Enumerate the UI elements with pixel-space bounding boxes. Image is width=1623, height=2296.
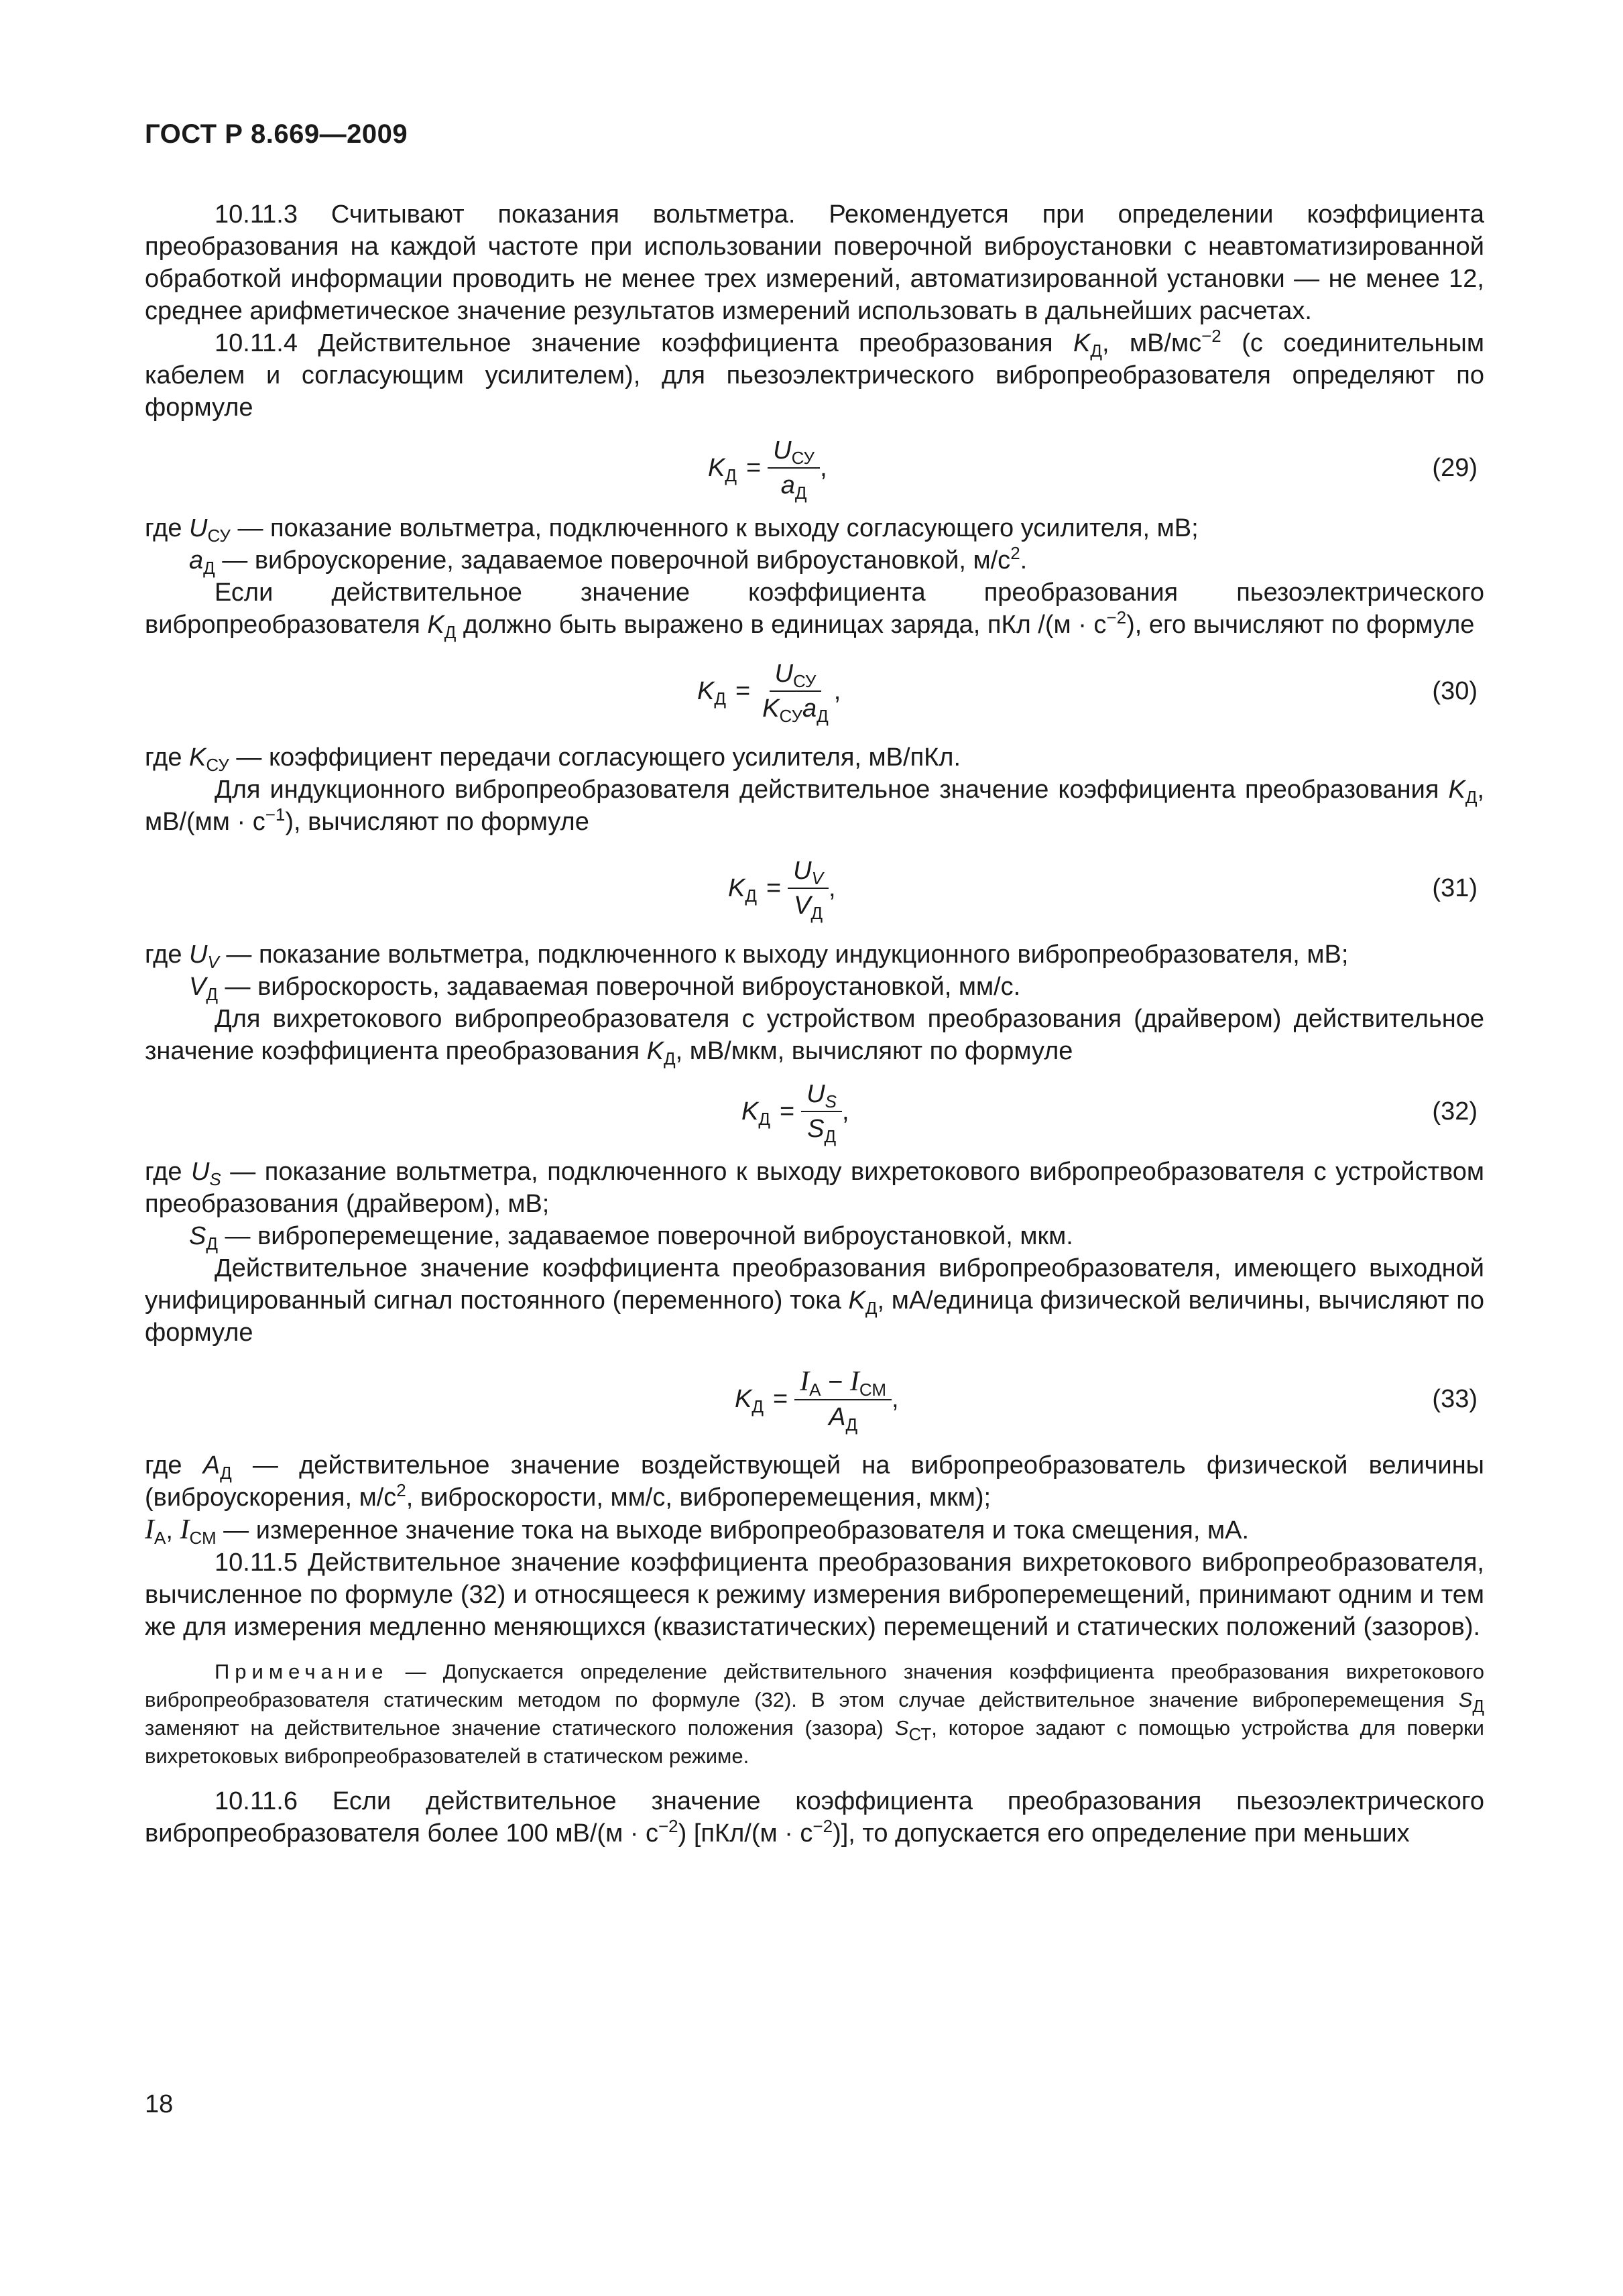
where-clause: $S_Д$ — виброперемещение, задаваемое поверочной виброустановкой, мкм.: [189, 1222, 1073, 1254]
equation-30: $K_Д$ = $\frac{U_{СУ}}{K_{СУ}a_Д}$ , (30): [697, 660, 1478, 726]
paragraph: Если действительное значение коэффициента преобразования пьезоэлектрического вибропреобразователя $K_Д$ должно быть выражено в единицах заряда, пКл $/(м \cdot с^{-2})$, его вычисляют по формуле: [145, 579, 1484, 642]
where-clause: где $U_V$ — показание вольтметра, подключенного к выходу индукционного вибропреобразователя, мВ;: [145, 941, 1349, 972]
paragraph-10-11-5: 10.11.5 Действительное значение коэффициента преобразования вихретокового вибропреобразователя, вычисленное по формуле (32) и относящееся к режиму измерения виброперемещений, принимают одним и тем же для измерения медленно меняющихся (квазистатических) перемещений и статических положений (зазоров).: [145, 1549, 1484, 1641]
paragraph-10-11-4: 10.11.4 Действительное значение коэффициента преобразования $K_Д$, $мВ/мс^{-2}$ (с соединительным кабелем и согласующим усилителем), для пьезоэлектрического вибропреобразователя определяют по формуле: [145, 326, 1484, 422]
where-clause: $I_А$, $I_{СМ}$ — измеренное значение тока на выходе вибропреобразователя и тока смещения, мА.: [145, 1514, 1250, 1548]
paragraph: Для вихретокового вибропреобразователя с устройством преобразования (драйвером) действительное значение коэффициента преобразования $K_Д$, мВ/мкм, вычисляют по формуле: [145, 1005, 1484, 1069]
equation-number: (33): [1432, 1385, 1478, 1413]
equation-31: $K_Д$ = $\frac{U_V}{V_Д}$ , (31): [728, 857, 1478, 923]
equation-33: $K_Д$ = $\frac{I_А - I_{СМ}}{A_Д}$ , (33): [735, 1366, 1478, 1435]
document-header: ГОСТ Р 8.669—2009: [145, 119, 408, 149]
paragraph-10-11-6: 10.11.6 Если действительное значение коэффициента преобразования пьезоэлектрического вибропреобразователя более 100 $мВ/(м \cdot с^{-2})$ $[пКл/(м \cdot с^{-2})]$, то допускается его определение при меньших: [145, 1787, 1484, 1848]
where-clause: где $U_S$ — показание вольтметра, подключенного к выходу вихретокового вибропреобразователя с устройством преобразования (драйвером), мВ;: [145, 1158, 1484, 1218]
note: Примечание — Допускается определение действительного значения коэффициента преобразования вихретокового вибропреобразователя статическим методом по формуле (32). В этом случае действительное значение виброперемещения $S_Д$ заменяют на действительное значение статического положения (зазора) $S_{СТ}$, которое задают с помощью устройства для поверки вихретоковых вибропреобразователей в статическом режиме.: [145, 1660, 1485, 1768]
equation-number: (30): [1432, 677, 1478, 705]
paragraph-10-11-3: 10.11.3 Считывают показания вольтметра. Рекомендуется при определении коэффициента преобразования на каждой частоте при использовании поверочной виброустановки с неавтоматизированной обработкой информации проводить не менее трех измерений, автоматизированной установки — не менее 12, среднее арифметическое значение результатов измерений использовать в дальнейших расчетах.: [145, 200, 1484, 325]
equation-number: (29): [1432, 454, 1478, 482]
page-number: 18: [145, 2090, 174, 2118]
paragraph: Действительное значение коэффициента преобразования вибропреобразователя, имеющего выходной унифицированный сигнал постоянного (переменного) тока $K_Д$, мА/единица физической величины, вычисляют по формуле: [145, 1254, 1484, 1347]
paragraph: Для индукционного вибропреобразователя действительное значение коэффициента преобразования $K_Д$, $мВ/(мм \cdot с^{-1})$, вычисляют по формуле: [145, 776, 1484, 836]
equation-number: (32): [1432, 1097, 1478, 1126]
page-content: [145, 198, 1484, 1850]
where-clause: где $A_Д$ — действительное значение воздействующей на вибропреобразователь физической величины (виброускорения, $м/с^2$, виброскорости, мм/с, виброперемещения, мкм);: [145, 1451, 1484, 1512]
where-clause: $a_Д$ — виброускорение, задаваемое поверочной виброустановкой, $м/с^2$.: [189, 543, 1028, 578]
where-clause: где $U_{СУ}$ — показание вольтметра, подключенного к выходу согласующего усилителя, мВ;: [145, 514, 1199, 546]
where-clause: где $K_{СУ}$ — коэффициент передачи согласующего усилителя, мВ/пКл.: [145, 743, 961, 775]
equation-number: (31): [1432, 874, 1478, 902]
where-clause: $V_Д$ — виброскорость, задаваемая поверочной виброустановкой, мм/с.: [189, 973, 1021, 1004]
equation-29: $K_Д$ = $\frac{U_{СУ}}{a_Д}$ , (29): [708, 436, 1478, 503]
note-label: Примечание: [215, 1660, 389, 1683]
equation-32: $K_Д$ = $\frac{U_S}{S_Д}$ , (32): [741, 1080, 1478, 1146]
